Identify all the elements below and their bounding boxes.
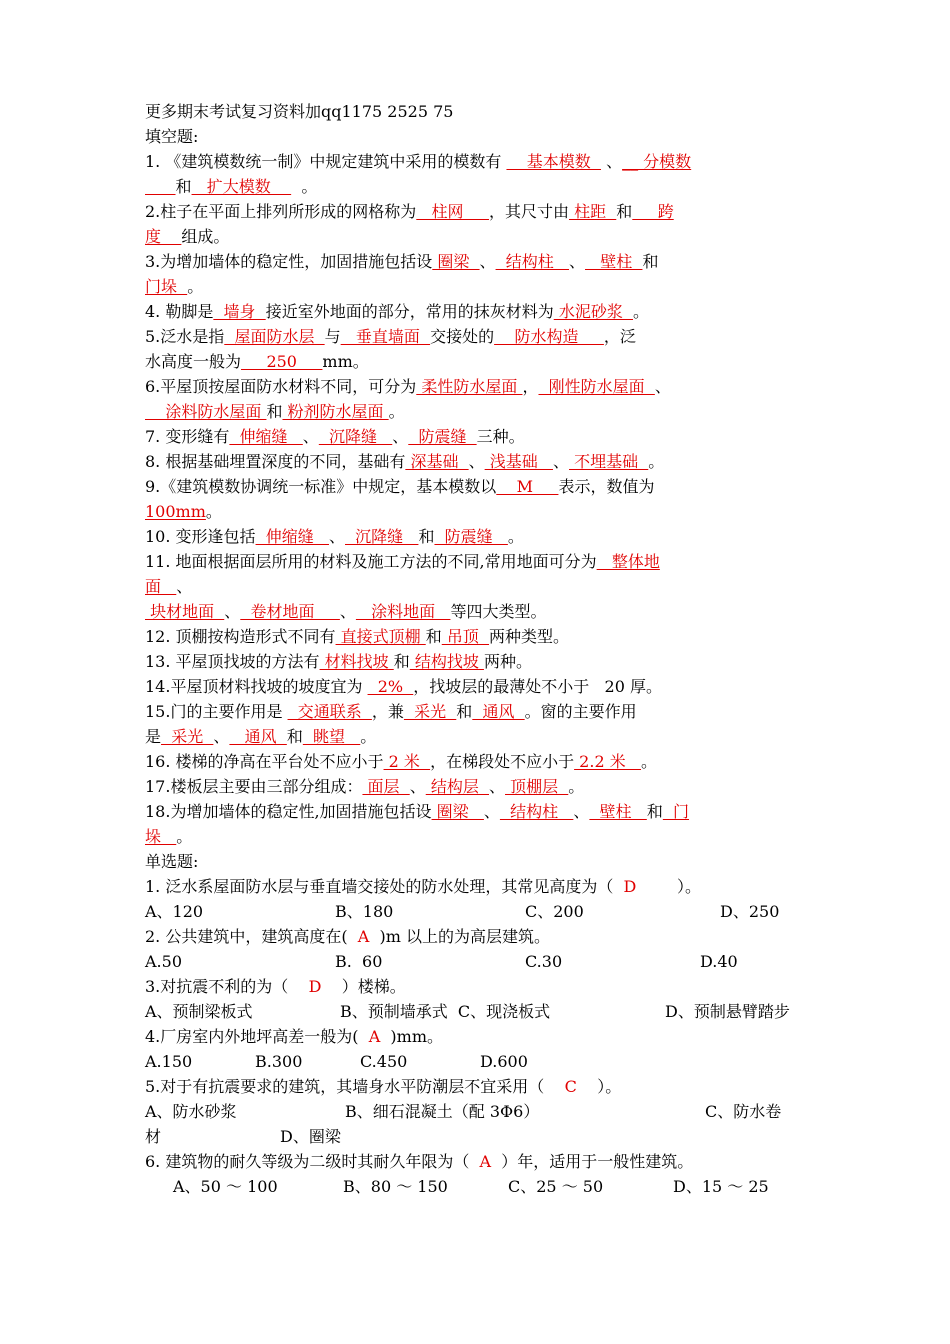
answer-text: 卷材地面: [240, 602, 340, 621]
fill-line: [145, 799, 815, 824]
question-text: 5.对于有抗震要求的建筑，其墙身水平防潮层不宜采用（: [145, 1077, 565, 1096]
answer-text: 100mm: [145, 502, 206, 521]
question-text: 和: [616, 202, 633, 221]
question-text: 7. 变形缝有: [145, 427, 230, 446]
question-text: 水高度一般为: [145, 352, 242, 371]
answer-text: 2 米: [383, 752, 431, 771]
fill-line: [145, 549, 815, 574]
question-text: 是: [145, 727, 162, 746]
fill-line: [145, 149, 815, 174]
question-text: 2. 公共建筑中，建筑高度在(: [145, 927, 358, 946]
answer-text: 块材地面: [145, 602, 225, 621]
question-text: 、: [328, 527, 345, 546]
option-text: C、防水卷: [705, 1102, 782, 1121]
question-text: 、: [553, 452, 570, 471]
answer-text: 采光: [403, 702, 457, 721]
fill-line: [145, 749, 815, 774]
question-text: 、: [569, 252, 586, 271]
question-text: 与: [324, 327, 341, 346]
question-text: 、: [409, 777, 426, 796]
fill-line: [145, 674, 815, 699]
option-text: 材: [145, 1127, 162, 1146]
question-text: 和: [175, 177, 192, 196]
question-text: 和: [266, 402, 283, 421]
single-choice-questions: [145, 874, 815, 1199]
option-text: D.600: [480, 1052, 528, 1071]
question-text: 1. 泛水系屋面防水层与垂直墙交接处的防水处理，其常见高度为（: [145, 877, 624, 896]
question-text: 、: [483, 802, 500, 821]
fill-line: [145, 449, 815, 474]
option-text: A、防水砂浆: [145, 1102, 237, 1121]
fill-line: [145, 424, 815, 449]
question-text: 和: [646, 802, 663, 821]
question-text: ，在梯段处不应小于: [430, 752, 575, 771]
choice-answer: D: [308, 977, 322, 996]
option-row: [145, 999, 815, 1024]
single-question: [145, 1149, 815, 1174]
question-text: 10. 变形逢包括: [145, 527, 256, 546]
fill-line: [145, 524, 815, 549]
question-text: 。: [291, 177, 318, 196]
option-text: A.50: [145, 952, 182, 971]
option-row: [145, 899, 815, 924]
question-text: 两种。: [483, 652, 532, 671]
fill-line: [145, 624, 815, 649]
question-text: 3.为增加墙体的稳定性，加固措施包括设: [145, 252, 433, 271]
answer-text: 圈梁: [432, 252, 480, 271]
answer-text: 交通联系: [287, 702, 372, 721]
fill-line: [145, 374, 815, 399]
question-text: 组成。: [181, 227, 230, 246]
answer-text: 防水构造: [494, 327, 604, 346]
fill-section-title: 填空题:: [145, 127, 199, 146]
question-text: 、: [489, 777, 506, 796]
question-text: 、: [468, 452, 485, 471]
question-text: 4.厂房室内外地坪高差一般为(: [145, 1027, 369, 1046]
question-text: 等四大类型。: [450, 602, 547, 621]
option-text: A、50 ～ 100: [173, 1177, 278, 1196]
choice-answer: D: [623, 877, 637, 896]
question-text: ，泛: [603, 327, 636, 346]
question-text: 。: [205, 502, 222, 521]
question-text: 、: [224, 602, 241, 621]
answer-text: 柱距: [569, 202, 617, 221]
answer-text: 2%: [367, 677, 414, 696]
question-text: ，其尺寸由: [488, 202, 569, 221]
question-text: ）楼梯。: [321, 977, 406, 996]
fill-line: [145, 774, 815, 799]
question-text: mm。: [322, 352, 369, 371]
fill-line: [145, 349, 815, 374]
answer-text: 防震缝: [434, 527, 508, 546]
answer-text: 2.2 米: [574, 752, 641, 771]
question-text: 13. 平屋顶找坡的方法有: [145, 652, 320, 671]
answer-text: 墙身: [213, 302, 266, 321]
option-text: D、250: [720, 902, 780, 921]
fill-line: [145, 599, 815, 624]
question-text: 。: [360, 727, 377, 746]
question-text: 1. 《建筑模数统一制》中规定建筑中采用的模数有: [145, 152, 507, 171]
answer-text: 门: [662, 802, 690, 821]
answer-text: 圈梁: [431, 802, 484, 821]
fill-line: [145, 724, 815, 749]
question-text: 和: [456, 702, 473, 721]
fill-line: [145, 499, 815, 524]
option-text: D.40: [700, 952, 738, 971]
question-text: 6. 建筑物的耐久等级为二级时其耐久年限为（: [145, 1152, 480, 1171]
question-text: 9.《建筑模数协调统一标准》中规定，基本模数以: [145, 477, 497, 496]
question-text: 接近室外地面的部分，常用的抹灰材料为: [265, 302, 554, 321]
question-text: 。: [648, 452, 665, 471]
question-text: 交接处的: [430, 327, 495, 346]
question-text: 。: [568, 777, 585, 796]
question-text: 和: [642, 252, 659, 271]
answer-text: 结构柱: [499, 802, 574, 821]
answer-text: 材料找坡: [319, 652, 394, 671]
answer-text: 扩大模数: [191, 177, 292, 196]
answer-text: 结构层: [425, 777, 489, 796]
option-text: D、15 ～ 25: [673, 1177, 769, 1196]
answer-text: 顶棚层: [505, 777, 569, 796]
question-text: 、: [302, 427, 319, 446]
option-text: B. 60: [335, 952, 383, 971]
single-section-title: 单选题:: [145, 852, 199, 871]
answer-text: 不埋基础: [569, 452, 649, 471]
question-text: 。: [507, 527, 524, 546]
answer-text: 采光: [161, 727, 214, 746]
question-text: 和: [286, 727, 303, 746]
fill-line: [145, 274, 815, 299]
answer-text: 面层: [362, 777, 410, 796]
question-text: 。: [633, 302, 650, 321]
question-text: 3.对抗震不利的为（: [145, 977, 309, 996]
question-text: )mm。: [380, 1027, 444, 1046]
question-text: 、: [339, 602, 356, 621]
question-text: 18.为增加墙体的稳定性,加固措施包括设: [145, 802, 432, 821]
single-question: [145, 874, 815, 899]
question-text: 三种。: [476, 427, 525, 446]
question-text: 8. 根据基础埋置深度的不同，基础有: [145, 452, 406, 471]
choice-answer: C: [564, 1077, 577, 1096]
option-text: A、预制梁板式: [145, 1002, 253, 1021]
question-text: 和: [425, 627, 442, 646]
single-question: [145, 1024, 815, 1049]
choice-answer: A: [368, 1027, 381, 1046]
question-text: 和: [393, 652, 410, 671]
question-text: 、: [213, 727, 230, 746]
answer-text: 柔性防水屋面: [416, 377, 523, 396]
option-row: [145, 949, 815, 974]
option-row: [145, 1099, 815, 1124]
answer-text: 面: [145, 577, 177, 596]
option-text: A.150: [145, 1052, 193, 1071]
answer-text: 水泥砂浆: [553, 302, 633, 321]
question-text: 、: [176, 577, 193, 596]
answer-text: 柱网: [416, 202, 489, 221]
answer-text: 防震缝: [408, 427, 477, 446]
question-text: 5.泛水是指: [145, 327, 225, 346]
fill-questions: [145, 149, 815, 849]
fill-line: [145, 649, 815, 674]
answer-text: __ 分模数: [622, 152, 692, 171]
answer-text: 250: [241, 352, 323, 371]
question-text: ）。: [576, 1077, 622, 1096]
option-text: B、预制墙承式 C、现浇板式: [340, 1002, 551, 1021]
single-question: [145, 974, 815, 999]
question-text: 。: [176, 827, 193, 846]
answer-text: 伸缩缝: [229, 427, 303, 446]
document-body: [145, 99, 815, 1199]
answer-text: 门垛: [145, 277, 188, 296]
answer-text: 度: [145, 227, 182, 246]
option-text: B、80 ～ 150: [343, 1177, 448, 1196]
fill-line: [145, 574, 815, 599]
answer-text: 通风: [472, 702, 525, 721]
question-text: ）。: [636, 877, 702, 896]
question-text: 4. 勒脚是: [145, 302, 214, 321]
choice-answer: A: [357, 927, 370, 946]
question-text: 、: [654, 377, 671, 396]
question-text: 11. 地面根据面层所用的材料及施工方法的不同,常用地面可分为: [145, 552, 597, 571]
answer-text: 结构柱: [495, 252, 569, 271]
answer-text: 涂料地面: [355, 602, 451, 621]
answer-text: 深基础: [405, 452, 469, 471]
answer-text: 垂直墙面: [340, 327, 431, 346]
answer-text: 直接式顶棚: [335, 627, 426, 646]
question-text: 和: [418, 527, 435, 546]
option-text: C.450: [360, 1052, 408, 1071]
choice-answer: A: [479, 1152, 492, 1171]
question-text: 16. 楼梯的净高在平台处不应小于: [145, 752, 384, 771]
question-text: 、: [573, 802, 590, 821]
fill-line: [145, 474, 815, 499]
single-question: [145, 924, 815, 949]
fill-line: [145, 224, 815, 249]
question-text: 。: [640, 752, 657, 771]
answer-text: 伸缩缝: [255, 527, 329, 546]
fill-line: [145, 249, 815, 274]
single-question: [145, 1074, 815, 1099]
answer-text: 通风: [229, 727, 287, 746]
question-text: 、: [600, 152, 623, 171]
header-note: 更多期末考试复习资料加qq1175 2525 75: [145, 102, 454, 121]
option-text: B、细石混凝土（配 3Φ6）: [345, 1102, 540, 1121]
option-row: [145, 1049, 815, 1074]
option-text: C.30: [525, 952, 563, 971]
question-text: 15.门的主要作用是: [145, 702, 288, 721]
answer-text: 眺望: [302, 727, 361, 746]
fill-line: [145, 824, 815, 849]
fill-line: [145, 399, 815, 424]
question-text: 6.平屋顶按屋面防水材料不同，可分为: [145, 377, 417, 396]
question-text: ）年，适用于一般性建筑。: [491, 1152, 694, 1171]
option-text: D、预制悬臂踏步: [665, 1002, 790, 1021]
answer-text: [145, 177, 176, 196]
answer-text: 屋面防水层: [224, 327, 325, 346]
question-text: 两种类型。: [489, 627, 570, 646]
answer-text: 壁柱: [589, 802, 647, 821]
question-text: 12. 顶棚按构造形式不同有: [145, 627, 336, 646]
fill-line: [145, 299, 815, 324]
question-text: 。: [187, 277, 204, 296]
fill-line: [145, 699, 815, 724]
answer-text: 浅基础: [484, 452, 553, 471]
option-text: D、圈梁: [280, 1127, 341, 1146]
option-text: C、25 ～ 50: [508, 1177, 604, 1196]
answer-text: 吊顶: [441, 627, 490, 646]
option-text: C、200: [525, 902, 584, 921]
question-text: ，兼: [371, 702, 404, 721]
question-text: 2.柱子在平面上排列所形成的网格称为: [145, 202, 417, 221]
answer-text: 跨: [632, 202, 674, 221]
option-row-continued: [145, 1124, 815, 1149]
answer-text: 垛: [145, 827, 177, 846]
option-text: B、180: [335, 902, 394, 921]
question-text: 17.楼板层主要由三部分组成：: [145, 777, 363, 796]
answer-text: 粉剂防水屋面: [282, 402, 389, 421]
fill-line: [145, 199, 815, 224]
question-text: ，找坡层的最薄处不小于 20 厚。: [413, 677, 662, 696]
answer-text: 基本模数: [506, 152, 601, 171]
answer-text: 结构找坡: [409, 652, 484, 671]
answer-text: 沉降缝: [345, 527, 419, 546]
question-text: ，: [522, 377, 539, 396]
option-text: A、120: [145, 902, 204, 921]
question-text: 。窗的主要作用: [524, 702, 637, 721]
question-text: )m 以上的为高层建筑。: [369, 927, 551, 946]
fill-line: [145, 324, 815, 349]
answer-text: 沉降缝: [318, 427, 393, 446]
fill-line: [145, 174, 815, 199]
question-text: 、: [392, 427, 409, 446]
answer-text: 壁柱: [585, 252, 643, 271]
answer-text: 整体地: [596, 552, 660, 571]
question-text: 表示，数值为: [558, 477, 655, 496]
answer-text: 刚性防水屋面: [538, 377, 655, 396]
answer-text: 涂料防水屋面: [145, 402, 267, 421]
question-text: 、: [479, 252, 496, 271]
option-text: B.300: [255, 1052, 303, 1071]
question-text: 14.平屋顶材料找坡的坡度宜为: [145, 677, 368, 696]
option-row: [145, 1174, 815, 1199]
question-text: 。: [388, 402, 405, 421]
answer-text: M: [496, 477, 559, 496]
